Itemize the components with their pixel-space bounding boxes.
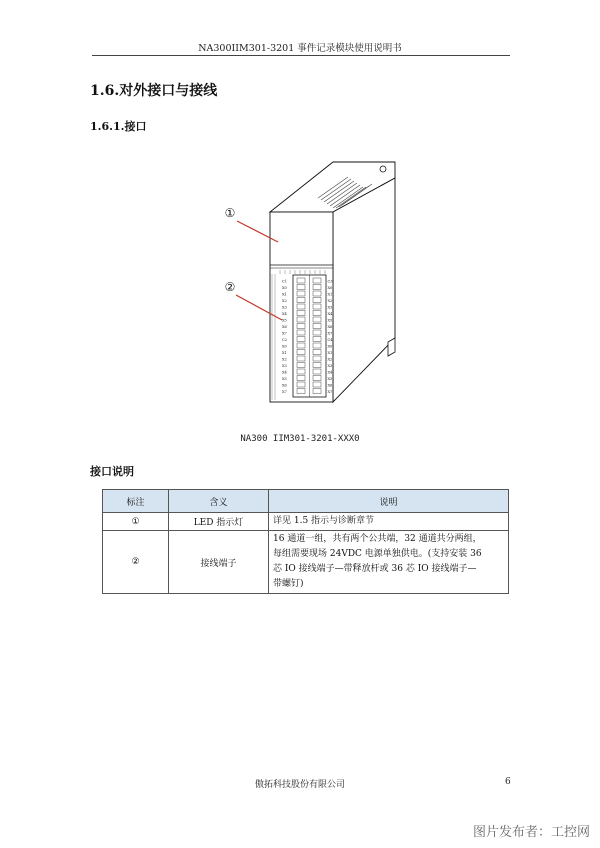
terminal-screw [313, 291, 321, 296]
terminal-screw [297, 337, 305, 342]
terminal-label-left: X0 [282, 286, 287, 290]
terminal-screw [313, 330, 321, 335]
terminal-screw [313, 285, 321, 290]
terminal-screw [297, 298, 305, 303]
terminal-label-right: X5 [327, 318, 333, 323]
terminal-screw [297, 317, 305, 322]
terminal-screw [297, 382, 305, 387]
terminal-screw [313, 311, 321, 316]
terminal-screw [313, 343, 321, 348]
table-row [103, 531, 509, 594]
cell-mark: ② [103, 531, 169, 594]
module-diagram [200, 150, 420, 420]
terminal-label-right: X0 [327, 286, 333, 290]
terminal-screw [313, 337, 321, 342]
terminal-label-right: X7 [327, 390, 333, 394]
cell-description: 详见 1.5 指示与诊断章节 [269, 513, 509, 531]
terminal-label-left: C1 [282, 279, 288, 284]
terminal-screw [313, 369, 321, 374]
terminal-label-left: X5 [282, 377, 287, 381]
terminal-screw [313, 389, 321, 394]
terminal-screw [313, 356, 321, 361]
terminal-label-right: X2 [327, 299, 333, 303]
terminal-label-left: X1 [282, 351, 287, 355]
table-title: 接口说明 [90, 465, 134, 478]
page-header: NA300IIM301-3201 事件记录模块使用说明书 [198, 43, 402, 54]
terminal-label-left: C2 [282, 338, 288, 342]
terminal-screw [313, 304, 321, 309]
cell-meaning: 接线端子 [169, 531, 269, 594]
top-screw [380, 166, 386, 172]
terminal-screw [297, 291, 305, 296]
terminal-screw [313, 317, 321, 322]
terminal-label-left: X3 [282, 364, 287, 368]
terminal-label-left: X4 [282, 312, 287, 316]
terminal-label-left: X7 [282, 390, 287, 394]
terminal-label-left: X7 [282, 331, 287, 336]
terminal-label-right: X4 [327, 312, 333, 316]
terminal-label-right: X4 [327, 370, 333, 375]
terminal-screw [313, 376, 321, 381]
table-row [103, 513, 509, 531]
cell-meaning: LED 指示灯 [169, 513, 269, 531]
terminal-screw [297, 363, 305, 368]
terminal-label-right: X3 [327, 364, 333, 368]
header-description: 说明 [269, 490, 509, 513]
terminal-label-right: X6 [327, 325, 333, 329]
header-divider [92, 55, 510, 56]
terminal-label-left: X3 [282, 305, 287, 310]
footer-company: 傲拓科技股份有限公司 [254, 780, 345, 790]
callout-2-label: ② [224, 280, 236, 294]
terminal-label-right: X6 [327, 383, 333, 388]
terminal-label-right: X3 [327, 305, 333, 310]
terminal-screw [297, 343, 305, 348]
terminal-screw [297, 376, 305, 381]
terminal-screw [313, 363, 321, 368]
terminal-label-right: C4 [327, 338, 333, 342]
terminal-screw [313, 350, 321, 355]
figure-caption: NA300 IIM301-3201-XXX0 [240, 434, 360, 444]
terminal-screw [297, 369, 305, 374]
terminal-label-right: X1 [327, 292, 333, 297]
terminal-label-left: X4 [282, 370, 287, 375]
terminal-label-right: X2 [327, 357, 333, 362]
terminal-screw [297, 311, 305, 316]
terminal-label-right: X7 [327, 331, 333, 336]
subsection-title: 1.6.1.接口 [90, 120, 147, 133]
cell-mark: ① [103, 513, 169, 531]
terminal-screw [297, 304, 305, 309]
terminal-screw [297, 350, 305, 355]
terminal-screw [297, 330, 305, 335]
interface-table [102, 489, 509, 594]
terminal-label-left: X0 [282, 344, 287, 349]
callout-1-label: ① [224, 206, 236, 220]
terminal-screw [313, 298, 321, 303]
terminal-label-left: X5 [282, 318, 287, 323]
module-side-face [333, 178, 395, 402]
terminal-screw [313, 382, 321, 387]
page-number: 6 [505, 777, 511, 787]
cell-description: 16 通道一组，共有两个公共端，32 通道共分两组， 每组需要现场 24VDC 电源单独供电。(支持安装 36 芯 IO 接线端子—带释放杆或 36 芯 IO 接线端子— 带螺钉) [269, 531, 509, 594]
terminal-screw [313, 324, 321, 329]
terminal-screw [297, 389, 305, 394]
terminal-label-left: X6 [282, 325, 287, 329]
terminal-label-right: X0 [327, 344, 333, 349]
terminal-label-left: X6 [282, 383, 287, 388]
terminal-label-left: X2 [282, 299, 287, 303]
header-mark: 标注 [103, 490, 169, 513]
terminal-screw [297, 356, 305, 361]
terminal-screw [297, 278, 305, 283]
terminal-screw [297, 285, 305, 290]
terminal-label-right: X1 [327, 351, 333, 355]
terminal-screw [297, 324, 305, 329]
terminal-label-right: X5 [327, 377, 333, 381]
terminal-screw [313, 278, 321, 283]
terminal-label-left: X2 [282, 357, 287, 362]
header-meaning: 含义 [169, 490, 269, 513]
terminal-label-right: C3 [327, 279, 333, 284]
terminal-label-left: X1 [282, 292, 287, 297]
table-header-row [103, 490, 509, 513]
watermark: 图片发布者：工控网 [472, 825, 590, 840]
section-title: 1.6.对外接口与接线 [90, 83, 218, 99]
